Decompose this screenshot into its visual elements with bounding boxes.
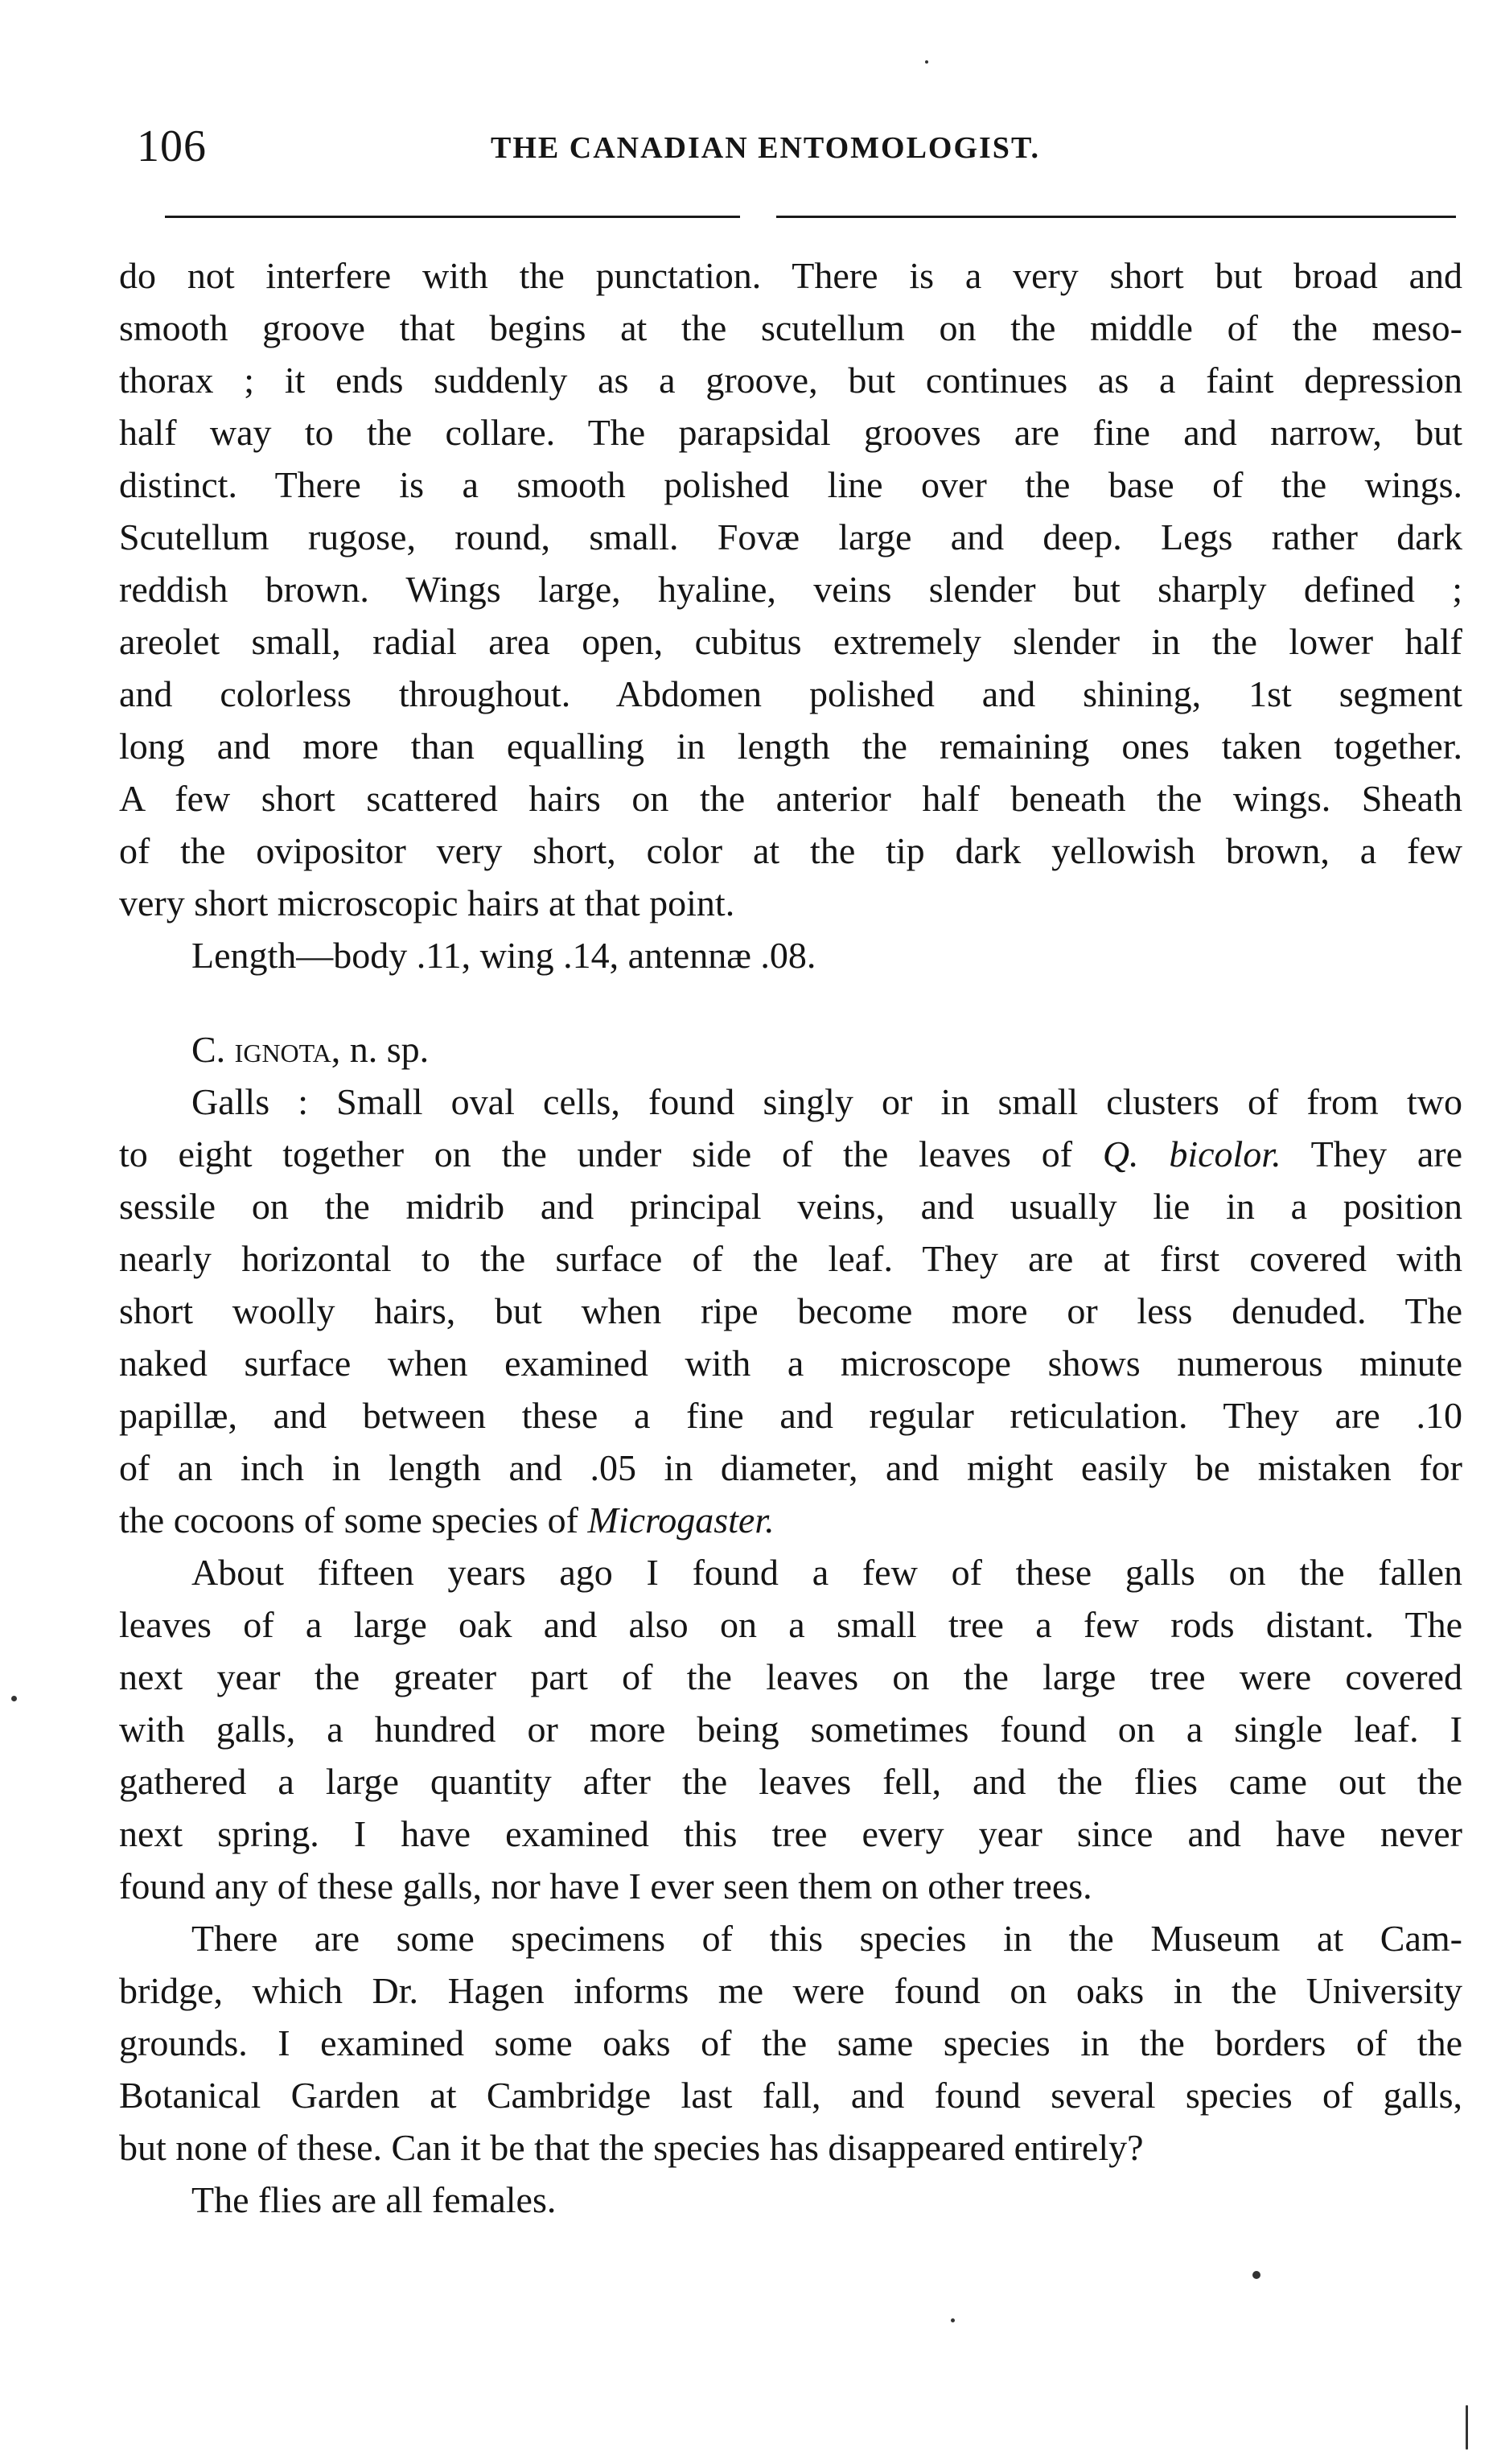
text-line: nearly horizontal to the surface of the leaf. They are at first covered with bbox=[119, 1238, 1462, 1279]
running-head: THE CANADIAN ENTOMOLOGIST. bbox=[491, 131, 1040, 165]
text-line: areolet small, radial area open, cubitus extremely slender in the lower half bbox=[119, 621, 1462, 662]
text-line: do not interfere with the punctation. There is a very short but broad and bbox=[119, 255, 1462, 296]
text-line: Galls : Small oval cells, found singly or in small clusters of from two bbox=[191, 1081, 1462, 1122]
text-line: next year the greater part of the leaves on the large tree were covered bbox=[119, 1656, 1462, 1697]
text-line: smooth groove that begins at the scutellum on the middle of the meso- bbox=[119, 307, 1462, 348]
text-line: but none of these. Can it be that the species has disappeared entirely? bbox=[119, 2127, 1144, 2168]
text-line: reddish brown. Wings large, hyaline, veins slender but sharply defined ; bbox=[119, 569, 1462, 610]
text-line: There are some specimens of this species in the Museum at Cam- bbox=[191, 1918, 1462, 1959]
scan-speck bbox=[1466, 2405, 1468, 2450]
text-line: long and more than equalling in length the remaining ones taken together. bbox=[119, 726, 1462, 767]
paragraph-history bbox=[119, 1546, 1462, 1912]
paragraph-galls bbox=[119, 1076, 1462, 1546]
scan-speck bbox=[925, 60, 928, 64]
text-line: the cocoons of some species of Microgaster. bbox=[119, 1499, 775, 1541]
text-line: of the ovipositor very short, color at the tip dark yellowish brown, a few bbox=[119, 830, 1462, 871]
text-line: and colorless throughout. Abdomen polished and shining, 1st segment bbox=[119, 673, 1462, 714]
text-line: leaves of a large oak and also on a small tree a few rods distant. The bbox=[119, 1604, 1462, 1645]
paragraph-museum bbox=[119, 1912, 1462, 2174]
species-designation: n. sp. bbox=[349, 1029, 430, 1070]
article-body bbox=[119, 249, 1462, 2226]
text-line: short woolly hairs, but when ripe become more or less denuded. The bbox=[119, 1290, 1462, 1331]
text-line: grounds. I examined some oaks of the same species in the borders of the bbox=[119, 2022, 1462, 2063]
text-line: distinct. There is a smooth polished line over the base of the wings. bbox=[119, 464, 1462, 505]
species-reference: Q. bicolor. bbox=[1102, 1133, 1281, 1174]
text-line: next spring. I have examined this tree every year since and have never bbox=[119, 1813, 1462, 1854]
text-line: with galls, a hundred or more being sometimes found on a single leaf. I bbox=[119, 1709, 1462, 1750]
scan-speck bbox=[1252, 2271, 1260, 2279]
text-line: of an inch in length and .05 in diameter, and might easily be mistaken for bbox=[119, 1447, 1462, 1488]
text-line: Scutellum rugose, round, small. Fovæ large and deep. Legs rather dark bbox=[119, 516, 1462, 557]
text-line: to eight together on the under side of the leaves of Q. bicolor. They are bbox=[119, 1133, 1463, 1174]
paragraph-description bbox=[119, 249, 1462, 929]
text-line: naked surface when examined with a microscope shows numerous minute bbox=[119, 1343, 1462, 1384]
text-line: thorax ; it ends suddenly as a groove, but continues as a faint depression bbox=[119, 360, 1462, 401]
text-line: half way to the collare. The parapsidal grooves are fine and narrow, but bbox=[119, 412, 1462, 453]
text-line: A few short scattered hairs on the anterior half beneath the wings. Sheath bbox=[119, 778, 1462, 819]
measurement-line: Length—body .11, wing .14, antennæ .08. bbox=[191, 935, 816, 976]
header-rule-left bbox=[165, 216, 740, 218]
text-line: found any of these galls, nor have I ever seen them on other trees. bbox=[119, 1865, 1092, 1907]
genus-reference: Microgaster. bbox=[587, 1499, 775, 1541]
header-rule-right bbox=[776, 216, 1456, 218]
scan-speck bbox=[951, 2318, 955, 2322]
closing-line: The flies are all females. bbox=[191, 2179, 557, 2220]
text-line: About fifteen years ago I found a few of these galls on the fallen bbox=[191, 1552, 1462, 1593]
page-number: 106 bbox=[137, 121, 207, 171]
text-line: Botanical Garden at Cambridge last fall, and found several species of galls, bbox=[119, 2075, 1462, 2116]
species-heading bbox=[119, 1023, 1462, 1076]
text-line: papillæ, and between these a fine and regular reticulation. They are .10 bbox=[119, 1395, 1462, 1436]
page-header bbox=[121, 121, 1456, 185]
text-line: bridge, which Dr. Hagen informs me were found on oaks in the University bbox=[119, 1970, 1462, 2011]
text-line: gathered a large quantity after the leaves fell, and the flies came out the bbox=[119, 1761, 1462, 1802]
text-line: very short microscopic hairs at that point. bbox=[119, 882, 735, 923]
text-line: sessile on the midrib and principal veins, and usually lie in a position bbox=[119, 1186, 1462, 1227]
scan-speck bbox=[11, 1696, 17, 1701]
species-name: C. ignota, bbox=[191, 1029, 341, 1070]
